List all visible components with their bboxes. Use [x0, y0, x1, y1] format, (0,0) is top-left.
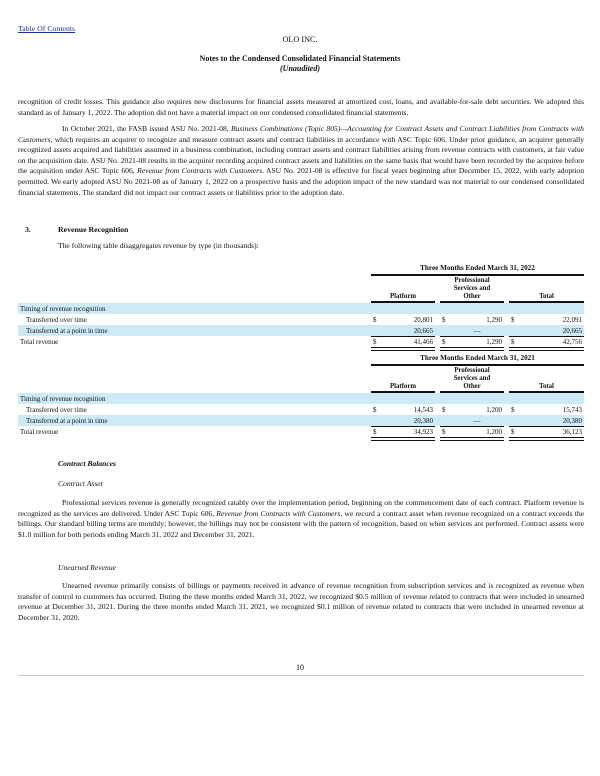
currency-symbol: $ — [511, 316, 515, 324]
currency-symbol: $ — [373, 428, 377, 436]
table-cell: 1,290 — [486, 316, 502, 324]
paragraph-text: In October 2021, the FASB issued ASU No. 2021-08, — [62, 124, 232, 133]
table-cell: 14,543 — [413, 406, 433, 414]
column-header — [509, 293, 584, 301]
unearned-revenue-heading: Unearned Revenue — [58, 563, 116, 572]
column-header — [509, 383, 584, 391]
column-header-line: Total — [539, 293, 554, 300]
section-title: Revenue Recognition — [58, 225, 129, 234]
column-header-line: Total — [539, 383, 554, 390]
subtotal-rule — [440, 336, 504, 337]
row-label: Transferred at a point in time — [26, 417, 108, 425]
table-row — [18, 303, 584, 314]
paragraph-text: Professional services revenue is generally recognized ratably over the implementation period, beginning on the commencement date of each contract. Platform revenue is recognized as the services are delivered. Under ASC Topic 606, — [18, 498, 584, 518]
table-period-header: Three Months Ended March 31, 2021 — [420, 354, 535, 362]
table-cell: — — [473, 417, 481, 425]
column-header-line: Services and — [453, 375, 491, 382]
period-header-rule — [371, 364, 584, 366]
paragraph-italic-title: Revenue from Contracts with Customers — [137, 166, 263, 176]
revenue-table-2021 — [18, 353, 584, 443]
paragraph-text: , we record a contract asset when revenue recognized on a contract exceeds the billings. Our standard billing terms are monthly; however, the billings may not be consistent with the pattern of recognition, based on when services are performed. Contract assets were $1.0 million for both periods ending March 31, 2022 and December 31, 2021. — [18, 508, 584, 539]
subtotal-rule — [509, 336, 584, 337]
row-label: Transferred over time — [26, 406, 87, 414]
table-cell: 22,091 — [562, 316, 582, 324]
column-header — [371, 293, 435, 301]
subtotal-rule — [371, 336, 435, 337]
total-double-rule — [509, 437, 584, 441]
currency-symbol: $ — [373, 338, 377, 346]
table-cell: 20,665 — [413, 327, 433, 335]
subtotal-rule — [509, 426, 584, 427]
total-double-rule — [509, 347, 584, 351]
total-double-rule — [371, 437, 435, 441]
table-cell: 41,466 — [413, 338, 433, 346]
row-label: Timing of revenue recognition — [20, 395, 106, 403]
column-header — [371, 383, 435, 391]
total-double-rule — [440, 437, 504, 441]
table-row — [18, 325, 584, 336]
table-cell: 1,200 — [486, 406, 502, 414]
column-header-line: Other — [463, 293, 481, 300]
table-row — [18, 404, 584, 415]
period-header-rule — [371, 274, 584, 276]
table-cell: 20,665 — [562, 327, 582, 335]
page-subtitle: (Unaudited) — [280, 64, 320, 73]
company-name: OLO INC. — [282, 35, 318, 44]
contract-asset-paragraph — [18, 498, 584, 540]
table-row — [18, 393, 584, 404]
paragraph-asu-2021-08 — [18, 124, 584, 198]
section-intro: The following table disaggregates revenue by type (in thousands): — [58, 241, 259, 250]
table-cell: 36,123 — [562, 428, 582, 436]
currency-symbol: $ — [442, 338, 446, 346]
column-header-line: Professional — [454, 277, 490, 284]
row-label: Timing of revenue recognition — [20, 305, 106, 313]
page-title: Notes to the Condensed Consolidated Financial Statements — [199, 54, 401, 63]
unearned-revenue-paragraph: Unearned revenue primarily consists of billings or payments received in advance of revenue recognition from subscription services and is recognized as revenue when transfer of control to customers has occurred. During the three months ended March 31, 2022, we recognized $0.5 million of revenue related to contracts that were included in unearned revenue at December 31, 2021. During the three months ended March 31, 2021, we recognized $0.1 million of revenue related to contracts that were included in unearned revenue at December 31, 2020. — [18, 581, 584, 622]
row-label: Transferred at a point in time — [26, 327, 108, 335]
paragraph-italic-title: Revenue from Contracts with Customers — [216, 508, 341, 518]
contract-asset-heading: Contract Asset — [58, 479, 103, 488]
table-cell: 20,380 — [413, 417, 433, 425]
currency-symbol: $ — [373, 406, 377, 414]
total-double-rule — [440, 347, 504, 351]
currency-symbol: $ — [442, 316, 446, 324]
table-row — [18, 415, 584, 426]
table-cell: 20,380 — [562, 417, 582, 425]
section-number: 3. — [25, 225, 31, 234]
currency-symbol: $ — [511, 338, 515, 346]
table-cell: 1,290 — [486, 338, 502, 346]
column-header-line: Professional — [454, 367, 490, 374]
table-cell: 42,756 — [562, 338, 582, 346]
subtotal-rule — [371, 426, 435, 427]
currency-symbol: $ — [511, 406, 515, 414]
currency-symbol: $ — [373, 316, 377, 324]
paragraph-italic-title: Business Combinations (Topic 805)—Accounting for Contract Assets and Contract Liabilities from Contracts with Customers — [18, 124, 584, 144]
row-label: Transferred over time — [26, 316, 87, 324]
table-row — [18, 314, 584, 325]
row-label: Total revenue — [20, 338, 59, 346]
table-cell: 34,923 — [413, 428, 433, 436]
table-period-header: Three Months Ended March 31, 2022 — [420, 264, 535, 272]
currency-symbol: $ — [511, 428, 515, 436]
paragraph-credit-losses: recognition of credit losses. This guidance also requires new disclosures for financial assets measured at amortized cost, loans, and available-for-sale debt securities. We adopted this standard as of January 1, 2022. The adoption did not have a material impact on our condensed consolidated financial statements. — [18, 97, 584, 117]
column-header-line: Other — [463, 383, 481, 390]
currency-symbol: $ — [442, 406, 446, 414]
row-label: Total revenue — [20, 428, 59, 436]
table-of-contents-link[interactable]: Table Of Contents — [18, 24, 76, 33]
paragraph-text: . ASU No. 2021-08 is effective for fiscal years beginning after December 15, 2022, with early adoption permitted. We early adopted ASU No 2021-08 as of January 1, 2022 on a prospective basis and the adoption impact of the new standard was not material to our condensed consolidated financial statements. The standard did not impact our contract assets or liabilities prior to the adoption date. — [18, 166, 584, 197]
footer-divider — [18, 675, 584, 676]
subtotal-rule — [440, 426, 504, 427]
total-double-rule — [371, 347, 435, 351]
table-cell: 20,801 — [413, 316, 433, 324]
page-number: 10 — [296, 663, 304, 672]
contract-balances-heading: Contract Balances — [58, 459, 117, 468]
column-header — [440, 277, 504, 301]
table-row — [18, 426, 584, 437]
table-row — [18, 336, 584, 347]
column-header-line: Platform — [389, 293, 417, 300]
currency-symbol: $ — [442, 428, 446, 436]
revenue-table-2022 — [18, 263, 584, 353]
column-header-line: Services and — [453, 285, 491, 292]
column-header-line: Platform — [389, 383, 417, 390]
table-cell: — — [473, 327, 481, 335]
paragraph-text: , which requires an acquirer to recognize and measure contract assets and contract liabilities in accordance with ASC Topic 606. Under prior guidance, an acquirer generally recognized assets acquired and liabilities assumed in a business combination, including contract assets and contract liabilities arising from revenue contracts with customers, at fair value on the acquisition date. ASU No. 2021-08 results in the acquirer recording acquired contract assets and liabilities on the same basis that would have been recorded by the acquiree before the acquisition under ASC Topic 606, — [18, 134, 584, 176]
table-cell: 1,200 — [486, 428, 502, 436]
column-header — [440, 367, 504, 391]
table-cell: 15,743 — [562, 406, 582, 414]
